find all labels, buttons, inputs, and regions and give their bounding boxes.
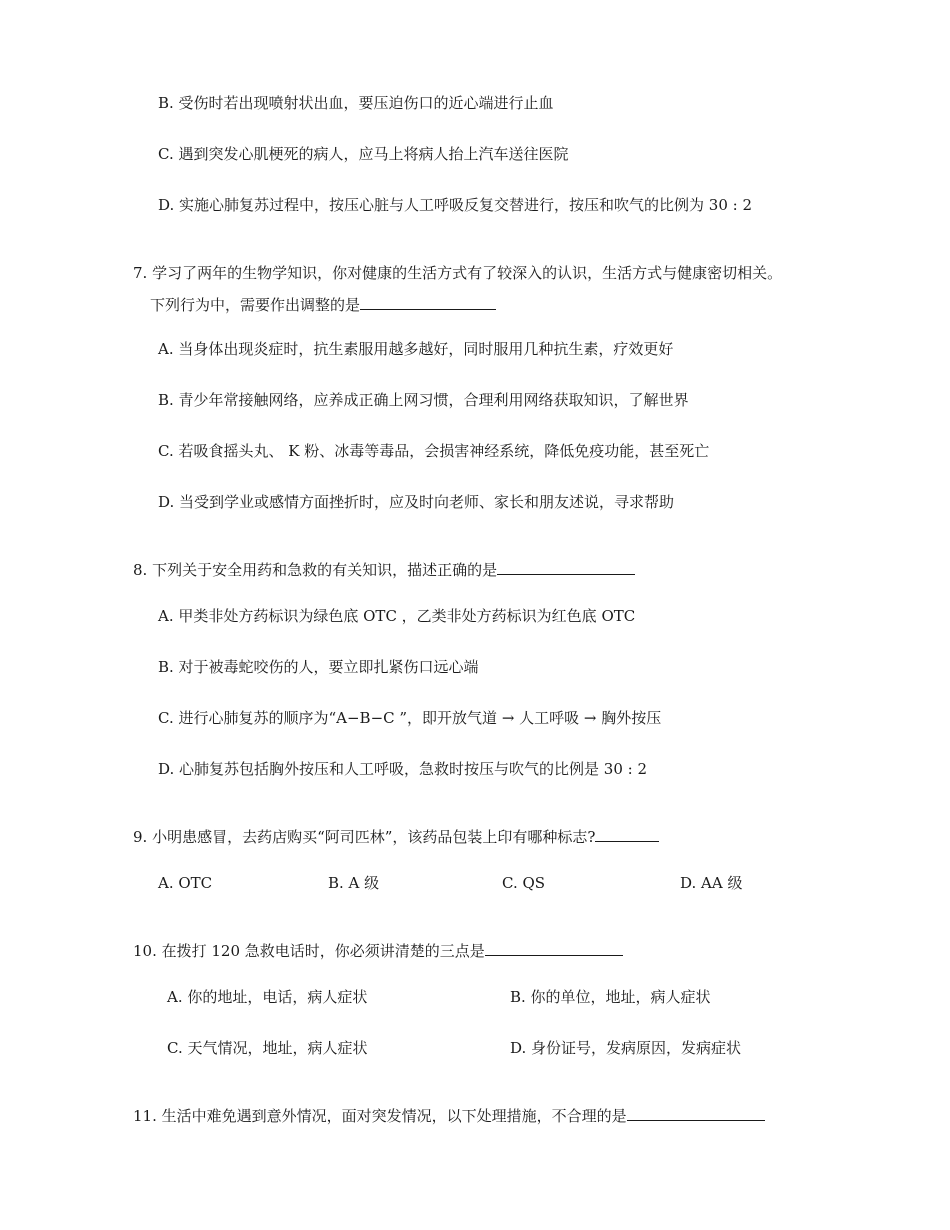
- q7-option-c: C. 若吸食摇头丸、 K 粉、冰毒等毒品，会损害神经系统，降低免疫功能，甚至死亡: [158, 442, 710, 460]
- q8-option-d: D. 心肺复苏包括胸外按压和人工呼吸，急救时按压与吹气的比例是 30 : 2: [158, 760, 648, 778]
- q8-option-a: A. 甲类非处方药标识为绿色底 OTC ，乙类非处方药标识为红色底 OTC: [158, 607, 636, 625]
- q11-stem-text: 11. 生活中难免遇到意外情况，面对突发情况，以下处理措施，不合理的是: [133, 1107, 627, 1125]
- q8-option-c: C. 进行心肺复苏的顺序为“A−B−C ”，即开放气道 → 人工呼吸 → 胸外按压: [158, 709, 662, 727]
- answer-blank: [595, 827, 659, 842]
- q9-option-d: D. AA 级: [680, 874, 743, 892]
- q10-stem-line: [133, 941, 623, 961]
- answer-blank: [627, 1106, 765, 1121]
- q9-option-a: A. OTC: [158, 874, 213, 892]
- q6-option-d: D. 实施心肺复苏过程中，按压心脏与人工呼吸反复交替进行，按压和吹气的比例为 30 : 2: [158, 196, 753, 214]
- q10-option-d: D. 身份证号，发病原因，发病症状: [510, 1039, 742, 1057]
- q10-stem-text: 10. 在拨打 120 急救电话时，你必须讲清楚的三点是: [133, 942, 485, 960]
- q7-option-d: D. 当受到学业或感情方面挫折时，应及时向老师、家长和朋友述说，寻求帮助: [158, 493, 675, 511]
- q6-option-c: C. 遇到突发心肌梗死的病人，应马上将病人抬上汽车送往医院: [158, 145, 569, 163]
- q9-option-c: C. QS: [502, 874, 546, 892]
- q9-stem-text: 9. 小明患感冒，去药店购买“阿司匹林”，该药品包装上印有哪种标志?: [133, 828, 596, 846]
- q6-option-b: B. 受伤时若出现喷射状出血，要压迫伤口的近心端进行止血: [158, 94, 554, 112]
- q7-stem-line1: 7. 学习了两年的生物学知识，你对健康的生活方式有了较深入的认识，生活方式与健康密切相关。: [133, 264, 783, 282]
- q10-option-c: C. 天气情况，地址，病人症状: [167, 1039, 368, 1057]
- q8-option-b: B. 对于被毒蛇咬伤的人，要立即扎紧伤口远心端: [158, 658, 479, 676]
- answer-blank: [485, 941, 623, 956]
- answer-blank: [497, 560, 635, 575]
- q7-option-b: B. 青少年常接触网络，应养成正确上网习惯，合理利用网络获取知识，了解世界: [158, 391, 689, 409]
- q8-stem-line: [133, 560, 635, 580]
- q11-stem-line: [133, 1106, 765, 1126]
- q9-option-b: B. A 级: [328, 874, 380, 892]
- q7-stem-line2: [150, 295, 496, 315]
- q7-stem-text: 下列行为中，需要作出调整的是: [150, 296, 361, 314]
- q10-option-a: A. 你的地址，电话，病人症状: [167, 988, 368, 1006]
- answer-blank: [360, 295, 496, 310]
- q9-stem-line: [133, 827, 659, 847]
- q10-option-b: B. 你的单位，地址，病人症状: [510, 988, 711, 1006]
- q7-option-a: A. 当身体出现炎症时，抗生素服用越多越好，同时服用几种抗生素，疗效更好: [158, 340, 674, 358]
- q8-stem-text: 8. 下列关于安全用药和急救的有关知识，描述正确的是: [133, 561, 498, 579]
